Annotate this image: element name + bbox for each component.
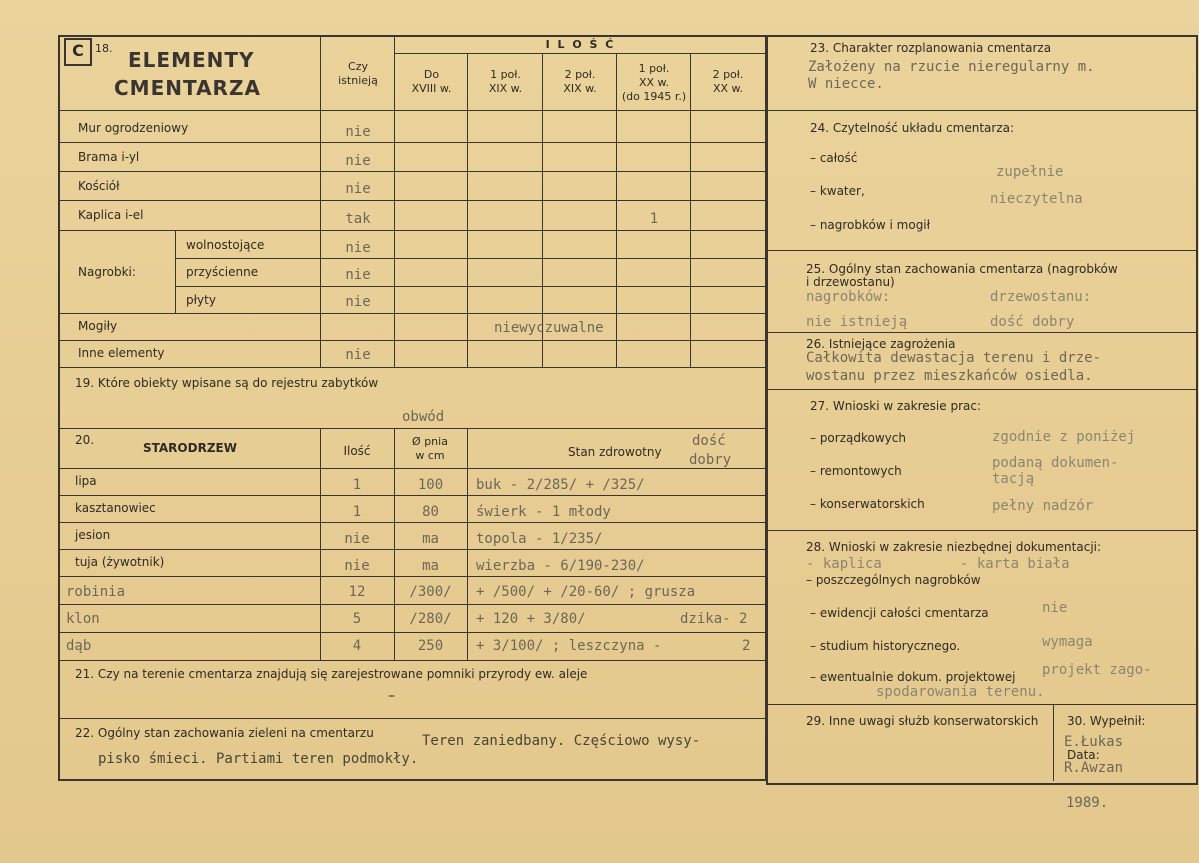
section28-typed-nie: nie: [1042, 600, 1068, 616]
tree-row-5-pnia: /280/: [409, 611, 452, 627]
section27-item-2: – konserwatorskich: [810, 497, 925, 511]
period-col-2: 2 poł. XIX w.: [563, 68, 597, 95]
tree-row-2-ilosc: nie: [344, 531, 370, 547]
section29-label: 29. Inne uwagi służb konserwatorskich: [806, 714, 1039, 728]
section25-value-nagrobki: nie istnieją: [806, 314, 908, 330]
section22-value-line2: pisko śmieci. Partiami teren podmokły.: [98, 751, 419, 767]
section24-label: 24. Czytelność układu cmentarza:: [810, 121, 1015, 135]
row-czy-kaplica: tak: [345, 211, 371, 227]
tree-row-4-pnia: /300/: [409, 584, 452, 600]
section24-item-0: – całość: [810, 151, 858, 165]
section28-typed-projekt: projekt zago-: [1042, 662, 1152, 678]
row-czy-przyscienne: nie: [345, 267, 371, 283]
section30-year: 1989.: [1066, 795, 1109, 811]
period-col-3: 1 poł. XX w. (do 1945 r.): [621, 62, 687, 103]
row-label-kaplica: Kaplica i-el: [78, 208, 144, 222]
section28-item-2: – studium historycznego.: [810, 639, 961, 653]
row-label-mogily: Mogiły: [78, 319, 118, 333]
tree-row-0-extra: buk - 2/285/ + /325/: [476, 477, 645, 493]
section27-value-konserwatorskie: pełny nadzór: [992, 498, 1094, 514]
section20-stan-l2: dobry: [689, 452, 732, 468]
tree-row-3-name: tuja (żywotnik): [75, 555, 165, 569]
section25-value-drzewostan: dość dobry: [990, 314, 1075, 330]
section18-title-line2: CMENTARZA: [114, 76, 261, 100]
col-ilosc-header: I L O Ś Ć: [545, 38, 616, 51]
section27-label: 27. Wnioski w zakresie prac:: [810, 399, 982, 413]
section28-item-0: – poszczególnych nagrobków: [806, 573, 981, 587]
section25-header-nagrobki: nagrobków:: [806, 289, 891, 305]
tree-row-6-ilosc: 4: [352, 638, 362, 654]
section22-label: 22. Ogólny stan zachowania zieleni na cmentarzu: [75, 726, 374, 740]
row-czy-inne: nie: [345, 347, 371, 363]
section23-label: 23. Charakter rozplanowania cmentarza: [810, 41, 1052, 55]
tree-row-0-pnia: 100: [417, 477, 444, 493]
col-czy-istnieja: Czy istnieją: [338, 60, 378, 87]
tree-row-5-extra: + 120 + 3/80/: [476, 611, 586, 627]
tree-row-2-name: jesion: [75, 528, 111, 542]
section22-value-line1: Teren zaniedbany. Częściowo wysy-: [422, 733, 701, 749]
tree-row-3-extra: wierzba - 6/190-230/: [476, 558, 645, 574]
section19-label: 19. Które obiekty wpisane są do rejestru zabytków: [75, 376, 379, 390]
section20-title: STARODRZEW: [143, 441, 237, 455]
section24-item-1: – kwater,: [810, 184, 865, 198]
section25-header-drzewostan: drzewostanu:: [990, 289, 1092, 305]
section28-item-1: – ewidencji całości cmentarza: [810, 606, 989, 620]
section28-typed-wymaga: wymaga: [1042, 634, 1093, 650]
nagrobki-label: Nagrobki:: [78, 265, 136, 279]
tree-row-6-pnia: 250: [417, 638, 444, 654]
row-count-kaplica: 1: [649, 211, 659, 227]
section30-name: E.Łukas: [1064, 734, 1124, 750]
tree-row-4-ilosc: 12: [348, 584, 366, 600]
tree-row-6-extra2: 2: [742, 638, 751, 654]
section20-col-ilosc: Ilość: [343, 444, 371, 458]
c-mark-box: C: [64, 38, 92, 66]
section24-item-2: – nagrobków i mogił: [810, 218, 931, 232]
section19-value: obwód: [402, 409, 445, 425]
section28-typed-zagospodarowania: spodarowania terenu.: [876, 684, 1045, 700]
period-col-0: Do XVIII w.: [411, 68, 452, 95]
row-sub-wolnostojace: wolnostojące: [186, 238, 265, 252]
tree-row-1-extra: świerk - 1 młody: [476, 504, 611, 520]
row-czy-wolnostojace: nie: [345, 240, 371, 256]
section23-value-line2: W niecce.: [808, 76, 884, 92]
row-czy-brama: nie: [345, 153, 371, 169]
tree-row-2-extra: topola - 1/235/: [476, 531, 603, 547]
tree-row-3-ilosc: nie: [344, 558, 370, 574]
section27-value-remontowe-1: podaną dokumen-: [992, 455, 1119, 471]
row-label-kosciol: Kościół: [78, 179, 120, 193]
section26-value-line1: Całkowita dewastacja terenu i drze-: [806, 350, 1102, 366]
section27-value-porzadkowe: zgodnie z poniżej: [992, 429, 1136, 445]
tree-row-1-ilosc: 1: [352, 504, 362, 520]
row-label-mur: Mur ogrodzeniowy: [78, 121, 189, 135]
tree-row-5-name: klon: [66, 611, 100, 627]
section30-date-name: R.Awzan: [1064, 760, 1124, 776]
section20-col-stan: Stan zdrowotny: [568, 445, 662, 459]
section24-value-2: nieczytelna: [990, 191, 1083, 207]
row-label-brama: Brama i-yl: [78, 150, 140, 164]
section30-data-label: Data:: [1067, 748, 1100, 762]
section20-stan-l1: dość: [692, 433, 726, 449]
tree-row-3-pnia: ma: [422, 558, 439, 574]
section20-number: 20.: [75, 433, 95, 447]
row-sub-przyscienne: przyścienne: [186, 265, 259, 279]
section26-value-line2: wostanu przez mieszkańców osiedla.: [806, 368, 1093, 384]
row-czy-kosciol: nie: [345, 181, 371, 197]
period-col-1: 1 poł. XIX w.: [488, 68, 523, 95]
tree-row-0-name: lipa: [75, 474, 97, 488]
section27-item-1: – remontowych: [810, 464, 902, 478]
tree-row-5-ilosc: 5: [352, 611, 362, 627]
tree-row-2-pnia: ma: [422, 531, 439, 547]
section24-value-1: zupełnie: [996, 164, 1064, 180]
section27-value-remontowe-2: tacją: [992, 471, 1035, 487]
section18-title-line1: ELEMENTY: [128, 48, 255, 72]
section28-label: 28. Wnioski w zakresie niezbędnej dokumentacji:: [806, 540, 1102, 554]
tree-row-5-extra2: dzika- 2: [680, 611, 748, 627]
tree-row-6-extra: + 3/100/ ; leszczyna -: [476, 638, 662, 654]
section18-number: 18.: [95, 42, 113, 55]
section25-label-2: i drzewostanu): [806, 275, 895, 289]
tree-row-1-name: kasztanowiec: [75, 501, 156, 515]
row-label-inne: Inne elementy: [78, 346, 165, 360]
section27-item-0: – porządkowych: [810, 431, 906, 445]
tree-row-4-name: robinia: [66, 584, 126, 600]
period-col-4: 2 poł. XX w.: [712, 68, 744, 95]
row-note-mogily: niewyczuwalne: [494, 320, 604, 336]
section25-label-1: 25. Ogólny stan zachowania cmentarza (nagrobków: [806, 262, 1118, 276]
section28-typed-karta: - karta biała: [960, 556, 1070, 572]
row-czy-plyty: nie: [345, 294, 371, 310]
section23-value-line1: Założeny na rzucie nieregularny m.: [808, 59, 1095, 75]
section21-label: 21. Czy na terenie cmentarza znajdują się zarejestrowane pomniki przyrody ew. aleje: [75, 667, 588, 681]
row-sub-plyty: płyty: [186, 293, 216, 307]
tree-row-4-extra: + /500/ + /20-60/ ; grusza: [476, 584, 696, 600]
section20-col-pnia: Ø pnia w cm: [412, 435, 448, 462]
section28-item-3: – ewentualnie dokum. projektowej: [810, 670, 1016, 684]
section28-typed-kaplica: - kaplica: [806, 556, 882, 572]
section26-label: 26. Istniejące zagrożenia: [806, 337, 956, 351]
tree-row-1-pnia: 80: [422, 504, 439, 520]
section21-value: –: [388, 688, 395, 704]
tree-row-6-name: dąb: [66, 638, 92, 654]
section30-label: 30. Wypełnił:: [1067, 714, 1146, 728]
row-czy-mur: nie: [345, 124, 371, 140]
tree-row-0-ilosc: 1: [352, 477, 362, 493]
